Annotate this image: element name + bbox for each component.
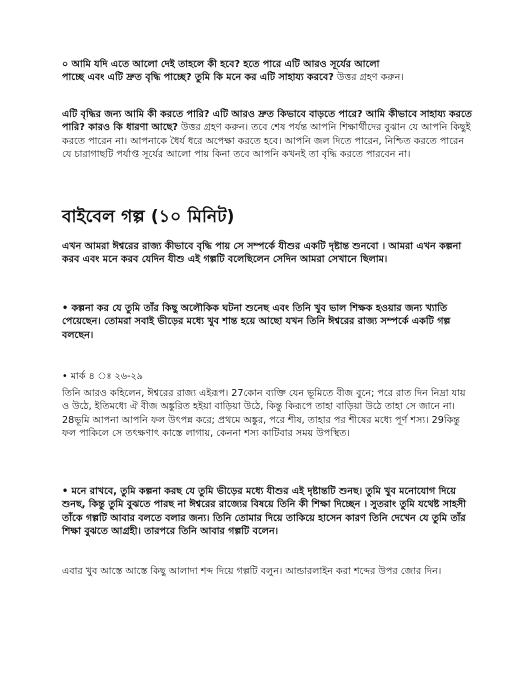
question-line-2: পাচ্ছে এবং এটি দ্রুত বৃদ্ধি পাচ্ছে? তুমি কি মনে কর এটি সাহায্য করবে? (62, 72, 334, 84)
growth-question: এটি বৃদ্ধির জন্য আমি কী করতে পারি? এটি আরও দ্রুত কিভাবে বাড়তে পারে? আমি কীভাবে সাহায্য করতে পারি? কারও কি ধারণা আছে? (62, 109, 473, 134)
question-answer-note: উত্তর গ্রহণ করুন। (336, 72, 404, 84)
question-line-1: ০ আমি যদি এতে আলো দেই তাহলে কী হবে? হতে পারে এটি আরও সূর্যের আলো (62, 59, 380, 70)
scripture-paragraph: তিনি আরও কহিলেন, ঈশ্বরের রাজ্য এইরূপ। 27কোন ব্যক্তি যেন ভূমিতে বীজ বুনে; পরে রাত দিন নিদ্রা যায় ও উঠে, ইতিমধ্যে ঐ বীজ অঙ্কুরিত হইয়া বাড়িয়া উঠে, কিন্তু কিরূপে তাহা বাড়িয়া উঠে তাহা সে জানে না। 28ভূমি আপনা আপনি ফল উৎপন্ন করে; প্রথমে অঙ্কুর, পরে শীষ, তাহার পর শীষের মধ্যে পূর্ণ শস্য। 29কিন্তু ফল পাকিলে সে তৎক্ষণাৎ কাস্তে লাগায়, কেননা শস্য কাটিবার সময় উপস্থিত। (62, 388, 466, 440)
question-paragraph (62, 58, 474, 85)
imagine-paragraph: • কল্পনা কর যে তুমি তাঁর কিছু অলৌকিক ঘটনা শুনেছ এবং তিনি খুব ভাল শিক্ষক হওয়ার জন্য খ্যাতি পেয়েছেন। তোমরা সবাই ভীড়ের মধ্যে খুব শান্ত হয়ে আছো যখন তিনি ঈশ্বরের রাজ্য সম্পর্কে একটি গল্প বলছেন। (62, 303, 451, 341)
growth-answer-note: উত্তর গ্রহণ করুন। তবে শেষ পর্যন্ত আপনি শিক্ষার্থীদের বুঝান যে আপনি কিছুই করতে পারেন না। আপনাকে ধৈর্য ধরে অপেক্ষা করতে হবে। আপনি জল দিতে পারেন, নিশ্চিত করতে পারেন যে চারাগাছটি পর্যাপ্ত সূর্যের আলো পায় কিনা তবে আপনি কখনই তা বৃদ্ধি করতে পারবেন না। (62, 122, 471, 161)
growth-paragraph (62, 108, 474, 162)
section-heading: বাইবেল গল্প (১০ মিনিট) (62, 207, 235, 227)
intro-paragraph: এখন আমরা ঈশ্বরের রাজ্য কীভাবে বৃদ্ধি পায় সে সম্পর্কে যীশুর একটি দৃষ্টান্ত শুনবো । আমরা এখন কল্পনা করব এবং মনে করব যেদিন যীশু এই গল্পটি বলেছিলেন সেদিন আমরা সেখানে ছিলাম। (62, 241, 462, 266)
closing-paragraph: এবার খুব আস্তে আস্তে কিছু আলাদা শব্দ দিয়ে গল্পটি বলুন। আন্ডারলাইন করা শব্দের উপর জোর দিন। (62, 566, 442, 577)
remember-paragraph: • মনে রাখবে, তুমি কল্পনা করছ যে তুমি ভীড়ের মধ্যে যীশুর এই দৃষ্টান্তটি শুনছ। তুমি খুব মনোযোগ দিয়ে শুনছ, কিন্তু তুমি বুঝতে পারছ না ঈশ্বরের রাজ্যের বিষয়ে তিনি কী শিক্ষা দিচ্ছেন । সুতরাং তুমি যথেষ্ট সাহসী তাঁকে গল্পটি আবার বলতে বলার জন্য। তিনি তোমার দিয়ে তাকিয়ে হাসেন কারণ তিনি দেখেন যে তুমি তাঁর শিক্ষা বুঝতে আগ্রহী। তারপরে তিনি আবার গল্পটি বলেন। (62, 486, 467, 538)
scripture-reference: • মার্ক ৪ ঃ ২৬-২৯ (62, 371, 144, 382)
